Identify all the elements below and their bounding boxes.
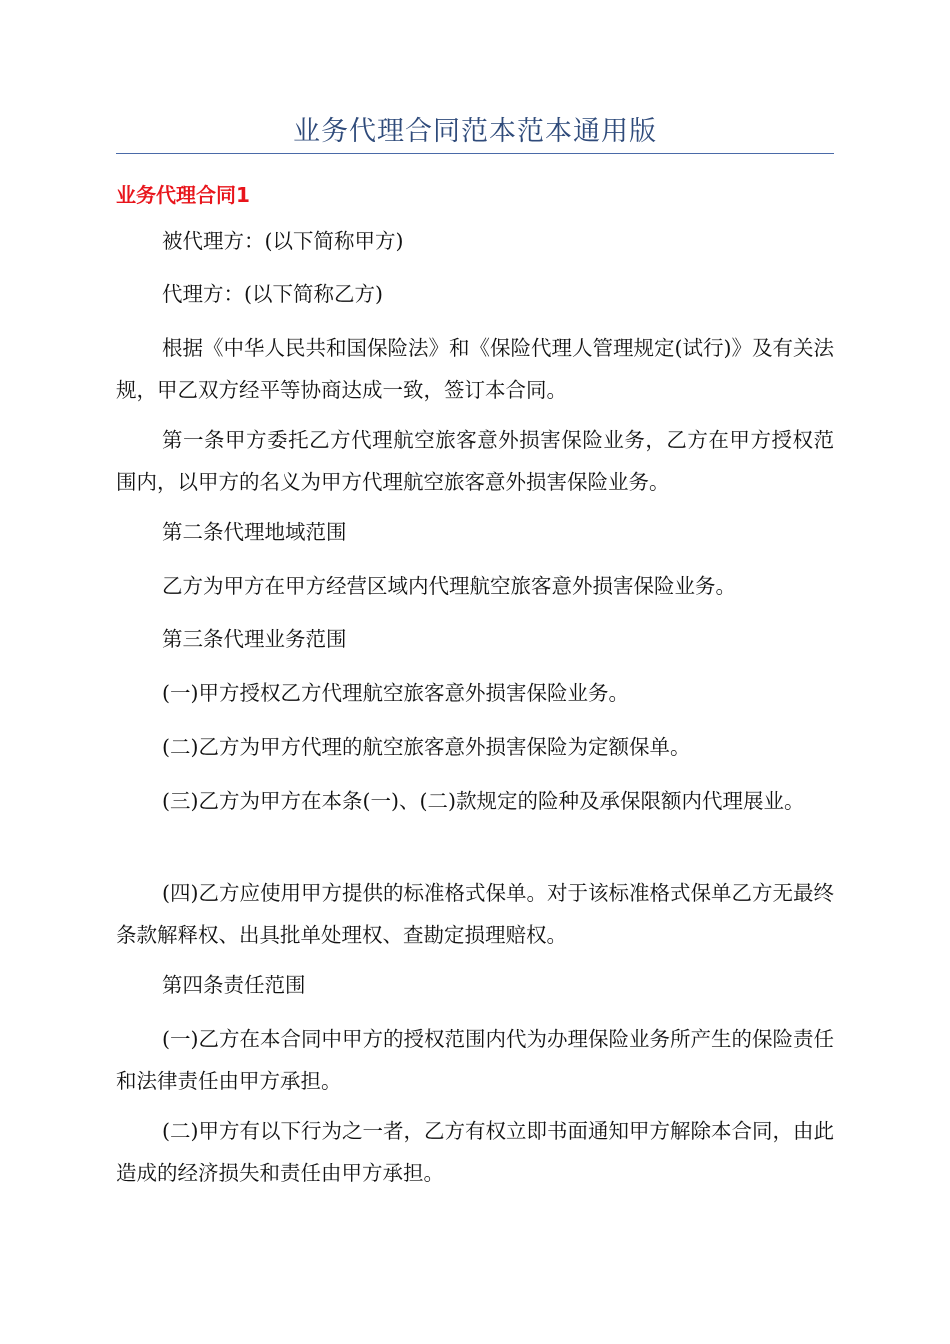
section-heading: 业务代理合同1 [116,183,250,207]
paragraph-article-1: 第一条甲方委托乙方代理航空旅客意外损害保险业务，乙方在甲方授权范围内，以甲方的名义为甲方代理航空旅客意外损害保险业务。 [116,428,834,494]
paragraph-article-3-title: 第三条代理业务范围 [162,627,347,651]
document-title: 业务代理合同范本范本通用版 [293,116,657,147]
title-underline [116,153,834,154]
paragraph-article-3-item-2: (二)乙方为甲方代理的航空旅客意外损害保险为定额保单。 [162,735,691,759]
paragraph-agent: 代理方：(以下简称乙方) [162,282,383,306]
paragraph-article-3-item-4: (四)乙方应使用甲方提供的标准格式保单。对于该标准格式保单乙方无最终条款解释权、出具批单处理权、查勘定损理赔权。 [116,881,834,947]
paragraph-article-4-title: 第四条责任范围 [162,973,306,997]
paragraph-article-3-item-1: (一)甲方授权乙方代理航空旅客意外损害保险业务。 [162,681,629,705]
paragraph-principal: 被代理方：(以下简称甲方) [162,229,404,253]
paragraph-legal-basis: 根据《中华人民共和国保险法》和《保险代理人管理规定(试行)》及有关法规，甲乙双方经平等协商达成一致，签订本合同。 [116,336,834,402]
paragraph-article-2-body: 乙方为甲方在甲方经营区域内代理航空旅客意外损害保险业务。 [162,574,736,598]
paragraph-article-4-item-1: (一)乙方在本合同中甲方的授权范围内代为办理保险业务所产生的保险责任和法律责任由甲方承担。 [116,1027,834,1093]
paragraph-article-3-item-3: (三)乙方为甲方在本条(一)、(二)款规定的险种及承保限额内代理展业。 [162,789,805,813]
paragraph-article-4-item-2: (二)甲方有以下行为之一者，乙方有权立即书面通知甲方解除本合同，由此造成的经济损失和责任由甲方承担。 [116,1119,834,1185]
paragraph-article-2-title: 第二条代理地域范围 [162,520,347,544]
